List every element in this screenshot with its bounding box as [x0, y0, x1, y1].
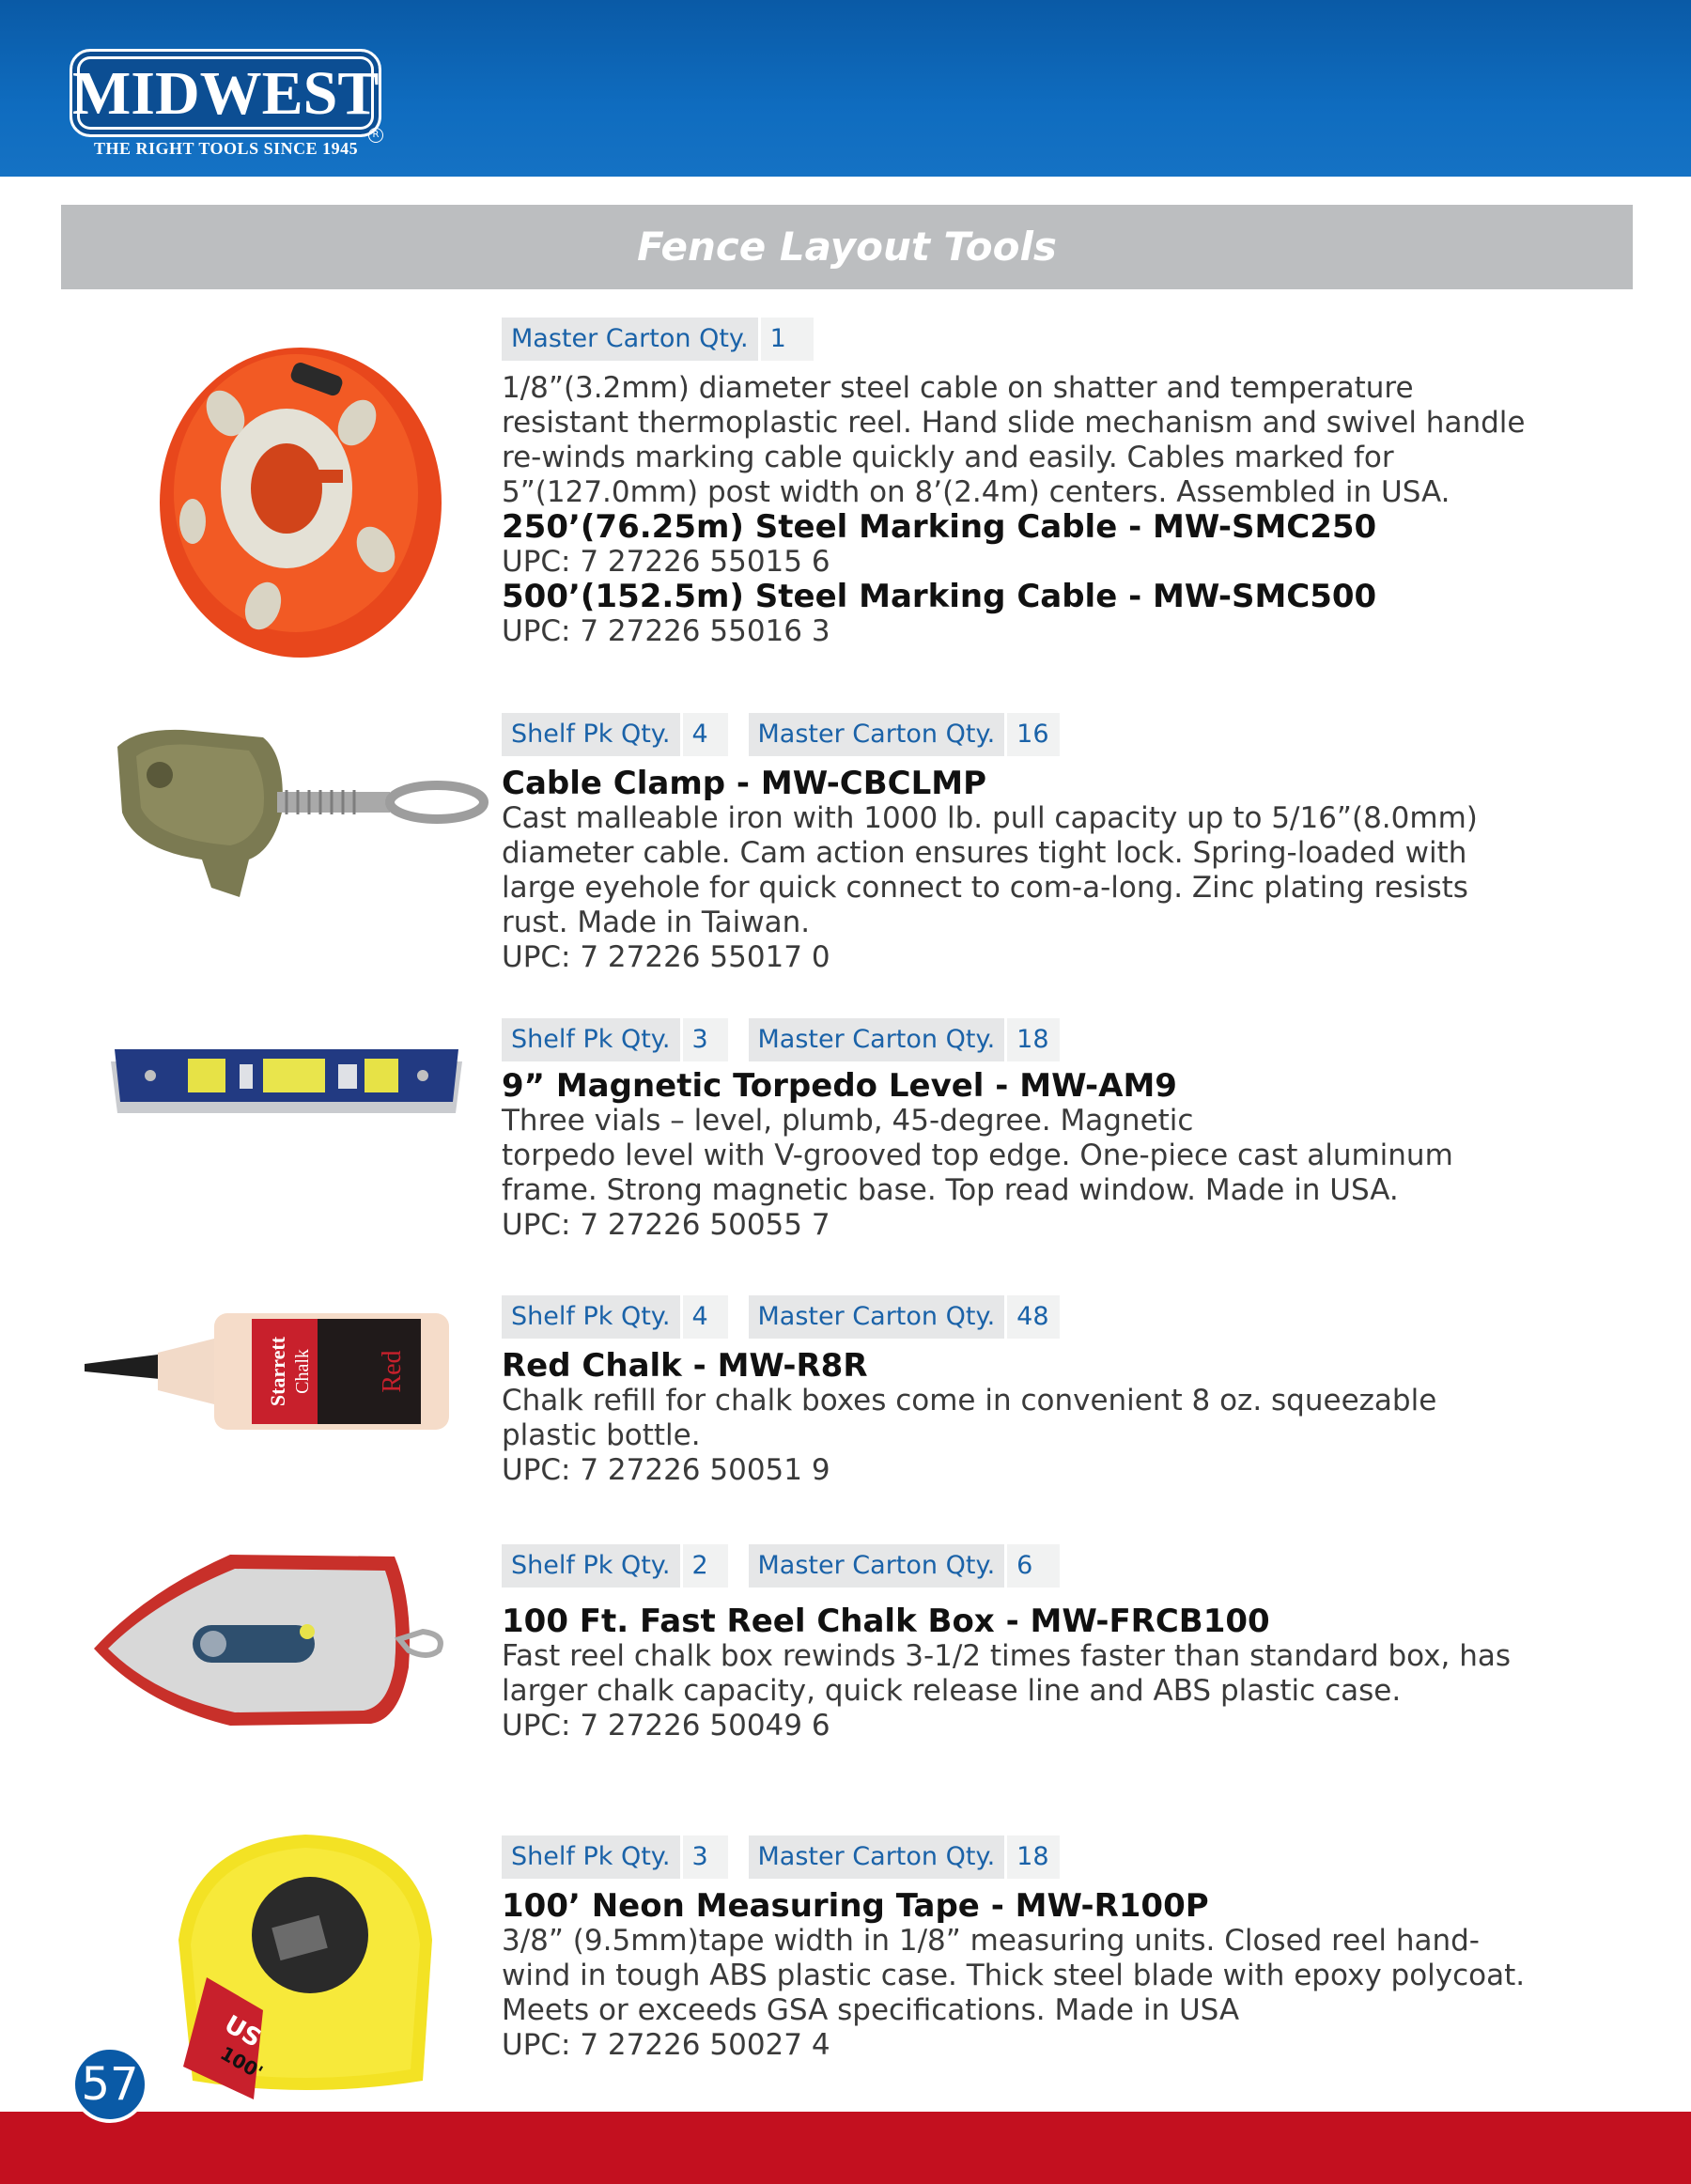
midwest-logo	[70, 49, 381, 137]
product-description: Chalk refill for chalk boxes come in convenient 8 oz. squeezable plastic bottle.	[502, 1384, 1437, 1452]
master-carton-label: Master Carton Qty.	[749, 713, 1005, 756]
product-upc: UPC: 7 27226 50051 9	[502, 1453, 830, 1487]
registered-mark: R	[368, 128, 383, 143]
header-banner	[0, 0, 1691, 177]
cable-clamp-icon	[99, 719, 493, 906]
product-body	[502, 767, 1535, 975]
bottle-label-text: Chalk	[292, 1349, 313, 1394]
chalk-bottle-icon	[83, 1306, 454, 1437]
shelf-pack-label: Shelf Pk Qty.	[502, 1295, 680, 1339]
shelf-pack-value: 3	[683, 1018, 728, 1061]
qty-row	[502, 1544, 1080, 1588]
product-name: Cable Clamp - MW-CBCLMP	[502, 765, 987, 802]
master-carton-value: 16	[1007, 713, 1060, 756]
product-description: 3/8” (9.5mm)tape width in 1/8” measuring units. Closed reel hand-wind in tough ABS plastic case. Thick steel blade with epoxy polycoat. Meets or exceeds GSA specifications. Made in USA	[502, 1924, 1526, 2027]
shelf-pack-label: Shelf Pk Qty.	[502, 1544, 680, 1588]
qty-row	[502, 318, 834, 361]
product-description: Three vials – level, plumb, 45-degree. Magnetic	[502, 1104, 1194, 1138]
master-carton-value: 18	[1007, 1835, 1060, 1879]
qty-row	[502, 1018, 1080, 1061]
tagline: THE RIGHT TOOLS SINCE 1945	[94, 139, 359, 158]
shelf-pack-label: Shelf Pk Qty.	[502, 1018, 680, 1061]
torpedo-level-icon	[103, 1038, 470, 1127]
product-description: Cast malleable iron with 1000 lb. pull capacity up to 5/16”(8.0mm) diameter cable. Cam action ensures tight lock. Spring-loaded with large eyehole for quick connect to com-a-long. Zinc plating resists rust. Made in Taiwan.	[502, 801, 1478, 939]
product-description: 1/8”(3.2mm) diameter steel cable on shatter and temperature resistant thermoplastic reel. Hand slide mechanism and swivel handle re-winds marking cable quickly and easily. Cables marked for 5”(127.0mm) post width on 8’(2.4m) centers. Assembled in USA.	[502, 371, 1526, 509]
qty-row	[502, 713, 1080, 756]
shelf-pack-label: Shelf Pk Qty.	[502, 1835, 680, 1879]
measuring-tape-icon	[164, 1827, 446, 2099]
chalk-box-icon	[89, 1545, 446, 1733]
shelf-pack-value: 4	[683, 713, 728, 756]
cable-reel-icon	[122, 324, 460, 662]
product-upc: UPC: 7 27226 50049 6	[502, 1709, 830, 1743]
shelf-pack-label: Shelf Pk Qty.	[502, 713, 680, 756]
footer-bar	[0, 2112, 1691, 2184]
product-upc: UPC: 7 27226 50027 4	[502, 2028, 830, 2062]
product-body	[502, 1604, 1535, 1743]
master-carton-value: 1	[761, 318, 814, 361]
product-name: 500’(152.5m) Steel Marking Cable - MW-SMC500	[502, 578, 1377, 615]
section-title-bar	[61, 205, 1633, 289]
shelf-pack-value: 2	[683, 1544, 728, 1588]
page-number: 57	[71, 2046, 148, 2123]
master-carton-label: Master Carton Qty.	[502, 318, 758, 361]
product-name: Red Chalk - MW-R8R	[502, 1347, 868, 1385]
shelf-pack-value: 4	[683, 1295, 728, 1339]
master-carton-label: Master Carton Qty.	[749, 1295, 1005, 1339]
tape-length-text: 100'	[216, 2041, 267, 2084]
bottle-color-text: Red	[378, 1350, 407, 1393]
section-title: Fence Layout Tools	[637, 224, 1057, 270]
product-name: 100’ Neon Measuring Tape - MW-R100P	[502, 1887, 1209, 1925]
qty-row	[502, 1295, 1080, 1339]
product-upc: UPC: 7 27226 55017 0	[502, 940, 830, 974]
product-upc: UPC: 7 27226 50055 7	[502, 1208, 830, 1242]
shelf-pack-value: 3	[683, 1835, 728, 1879]
master-carton-value: 48	[1007, 1295, 1060, 1339]
bottle-brand-text: Starrett	[266, 1336, 289, 1407]
product-description: torpedo level with V-grooved top edge. One-piece cast aluminum frame. Strong magnetic base. Top read window. Made in USA.	[502, 1138, 1453, 1207]
product-body	[502, 1889, 1535, 2063]
product-upc: UPC: 7 27226 55016 3	[502, 614, 830, 648]
tape-brand-text: US	[219, 2010, 267, 2053]
qty-row	[502, 1835, 1080, 1879]
product-body	[502, 371, 1535, 649]
product-body	[502, 1349, 1535, 1488]
master-carton-label: Master Carton Qty.	[749, 1544, 1005, 1588]
product-name: 100 Ft. Fast Reel Chalk Box - MW-FRCB100	[502, 1603, 1270, 1640]
master-carton-value: 6	[1007, 1544, 1060, 1588]
product-description: Fast reel chalk box rewinds 3-1/2 times faster than standard box, has larger chalk capacity, quick release line and ABS plastic case.	[502, 1639, 1512, 1708]
product-name: 250’(76.25m) Steel Marking Cable - MW-SMC250	[502, 508, 1377, 546]
product-name: 9” Magnetic Torpedo Level - MW-AM9	[502, 1067, 1177, 1105]
logo-text: MIDWEST	[72, 59, 380, 128]
master-carton-value: 18	[1007, 1018, 1060, 1061]
product-upc: UPC: 7 27226 55015 6	[502, 545, 830, 579]
product-body	[502, 1069, 1535, 1243]
master-carton-label: Master Carton Qty.	[749, 1018, 1005, 1061]
master-carton-label: Master Carton Qty.	[749, 1835, 1005, 1879]
